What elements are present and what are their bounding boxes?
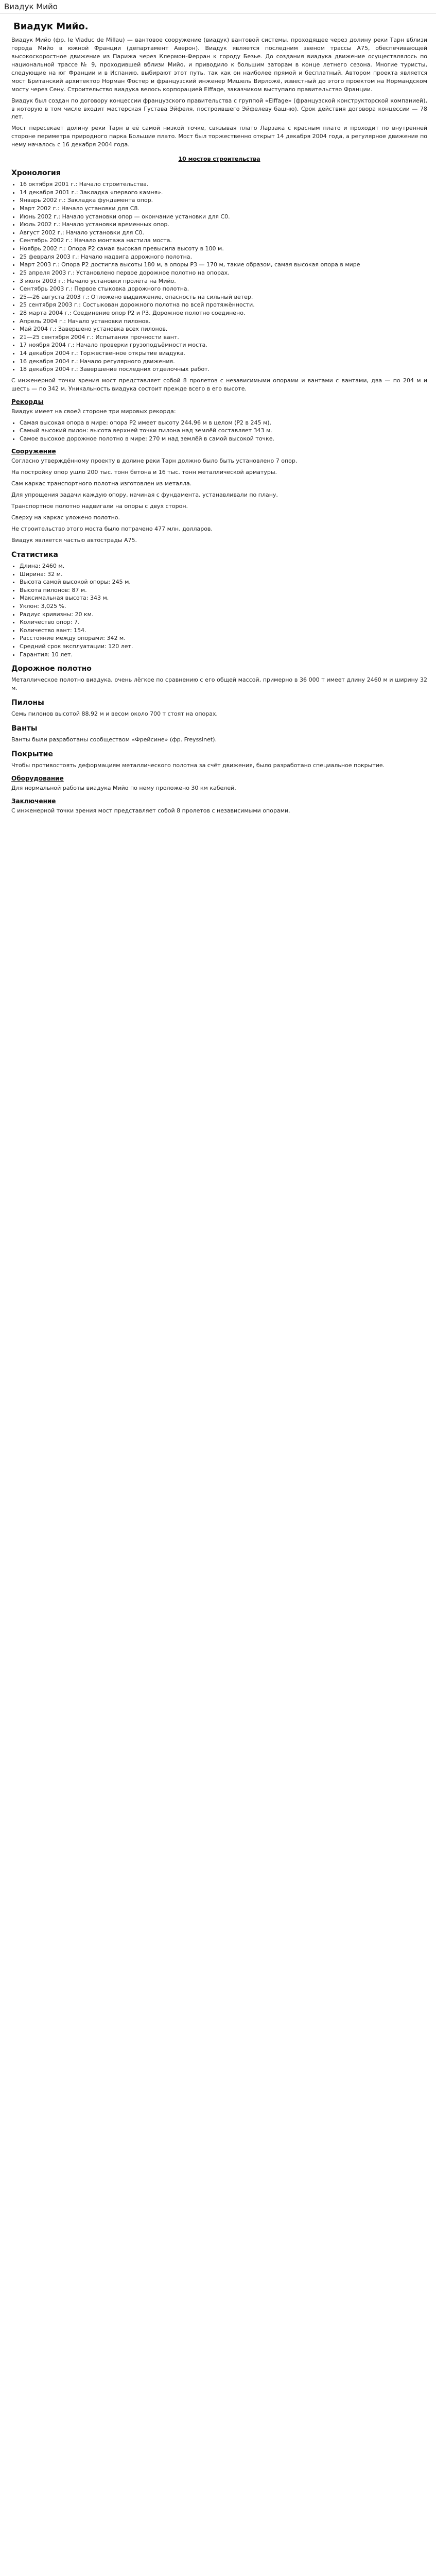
construction-paragraph: Виадук является частью автострады A75. — [11, 537, 137, 544]
records-subtitle: Виадук имеет на своей стороне три мировых рекорда: — [11, 408, 176, 415]
records-list — [11, 419, 427, 443]
conclusion-paragraph: С инженерной точки зрения мост представляет собой 8 пролетов с независимыми опорами. — [11, 807, 290, 814]
construction-paragraph: Транспортное полотно надвигали на опоры с двух сторон. — [11, 503, 188, 510]
stats-item: • Высота пилонов: 87 м. — [20, 586, 427, 595]
deck-heading: Дорожное полотно — [11, 665, 92, 673]
chronology-item: • 17 ноября 2004 г.: Начало проверки грузоподъёмности моста. — [20, 341, 427, 349]
facts-subheading-wrap — [11, 153, 427, 163]
stats-item: • Радиус кривизны: 20 км. — [20, 611, 427, 619]
record-item: • Самая высокая опора в мире: опора P2 имеет высоту 244,96 м в целом (P2 в 245 м). — [20, 419, 427, 427]
equipment-paragraph: Для нормальной работы виадука Мийо по нему проложено 30 км кабелей. — [11, 784, 236, 791]
chronology-item: • 28 марта 2004 г.: Соединение опор P2 и P3. Дорожное полотно соединено. — [20, 309, 427, 317]
construction-paragraph: Согласно утверждённому проекту в долине реки Тарн должно было быть установлено 7 опор. — [11, 457, 298, 465]
chronology-item: • Ноябрь 2002 г.: Опора P2 самая высокая превысила высоту в 100 м. — [20, 245, 427, 253]
chronology-list — [11, 180, 427, 374]
chronology-item: • Март 2003 г.: Опора P2 достигла высоты 180 м, а опоры P3 — 170 м, такие образом, самая высокая опора в мире — [20, 261, 427, 269]
chronology-item: • Сентябрь 2002 г.: Начало монтажа настила моста. — [20, 236, 427, 245]
construction-paragraph: Для упрощения задачи каждую опору, начиная с фундамента, устанавливали по плану. — [11, 492, 278, 499]
chronology-item: • Май 2004 г.: Завершено установка всех пилонов. — [20, 325, 427, 333]
chronology-item: • Сентябрь 2003 г.: Первое стыковка дорожного полотна. — [20, 285, 427, 293]
spacer — [11, 818, 427, 822]
chronology-item: • 18 декабря 2004 г.: Завершение последних отделочных работ. — [20, 365, 427, 374]
record-item: • Самый высокий пилон: высота верхней точки пилона над землёй составляет 343 м. — [20, 427, 427, 435]
intro-paragraph-1: Виадук Мийо (фр. le Viaduc de Millau) — вантовое сооружение (виадук) вантовой системы, проходящее через долину реки Тарн вблизи города Мийо в южной Франции (департамент Аверон). Виадук является последним звеном трассы A75, обеспечивающей высокоскоростное движение из Парижа через Клермон-Ферран к городу Безье. До создания виадука движение осуществлялось по национальной трассе № 9, проходившей вблизи Мийо, и приводило к большим заторам в конце летнего сезона. Многие туристы, следующие на юг Франции и в Испанию, выбирают этот путь, так как он наиболее прямой и бесплатный. Автором проекта является мост Британский архитектор Норман Фостер и французский инженер Мишель Вирложё, известный до этого проектом на Нормандском мосту через Сену. Строительство виадука велось корпорацией Eiffage, заказчиком выступало правительство Франции. — [11, 37, 427, 93]
chronology-item: • 16 октября 2001 г.: Начало строительства. — [20, 180, 427, 189]
stats-heading: Статистика — [11, 550, 58, 559]
stats-item: • Гарантия: 10 лет. — [20, 651, 427, 659]
pylons-paragraph: Семь пилонов высотой 88,92 м и весом около 700 т стоят на опорах. — [11, 710, 218, 718]
equipment-heading: Оборудование — [11, 774, 64, 782]
record-item: • Самое высокое дорожное полотно в мире: 270 м над землёй в самой высокой точке. — [20, 435, 427, 443]
stats-item: • Уклон: 3,025 %. — [20, 602, 427, 611]
construction-paragraph: Сам каркас транспортного полотна изготовлен из металла. — [11, 480, 192, 487]
records-intro: С инженерной точки зрения мост представляет собой 8 пролетов с независимыми опорами и вантами с вантами, два — по 204 м и шесть — по 342 м. Уникальность виадука состоит прежде всего в его высоте. — [11, 377, 427, 392]
stats-item: • Ширина: 32 м. — [20, 570, 427, 579]
stats-item: • Количество вант: 154. — [20, 626, 427, 635]
construction-paragraph: На постройку опор ушло 200 тыс. тонн бетона и 16 тыс. тонн металлической арматуры. — [11, 469, 277, 476]
surface-heading: Покрытие — [11, 750, 53, 759]
chronology-item: • 3 июля 2003 г.: Начало установки пролёта на Мийо. — [20, 277, 427, 285]
construction-paragraph: Не строительство этого моста было потрачено 477 млн. долларов. — [11, 526, 213, 533]
article — [11, 14, 427, 822]
stays-paragraph: Ванты были разработаны сообществом «Фрейсине» (фр. Freyssinet). — [11, 736, 217, 743]
deck-paragraph: Металлическое полотно виадука, очень лёгкое по сравнению с его общей массой, примерно в 36 000 т имеет длину 2460 м и ширину 32 м. — [11, 676, 427, 692]
chronology-item: • Март 2002 г.: Начало установки для C8. — [20, 205, 427, 213]
page-title: Виадук Мийо. — [13, 21, 89, 32]
chronology-item: • 14 декабря 2001 г.: Закладка «первого камня». — [20, 189, 427, 197]
chronology-item: • 21—25 сентября 2004 г.: Испытания прочности вант. — [20, 333, 427, 342]
stats-item: • Высота самой высокой опоры: 245 м. — [20, 578, 427, 586]
chronology-item: • 25 февраля 2003 г.: Начало надвига дорожного полотна. — [20, 253, 427, 261]
chronology-item: • 25—26 августа 2003 г.: Отложено выдвижение, опасность на сильный ветер. — [20, 293, 427, 301]
chronology-item: • Июнь 2002 г.: Начало установки опор — окончание установки для C0. — [20, 213, 427, 221]
stats-item: • Количество опор: 7. — [20, 618, 427, 626]
facts-subheading: 10 мостов строительства — [178, 156, 260, 163]
chronology-item: • Август 2002 г.: Начало установки для C0. — [20, 229, 427, 237]
stats-item: • Максимальная высота: 343 м. — [20, 594, 427, 602]
surface-paragraph: Чтобы противостоять деформациям металлического полотна за счёт движения, было разработано специальное покрытие. — [11, 762, 385, 769]
stats-item: • Длина: 2460 м. — [20, 562, 427, 570]
construction-heading: Сооружение — [11, 448, 56, 455]
conclusion-heading: Заключение — [11, 797, 56, 805]
chronology-item: • 25 апреля 2003 г.: Установлено первое дорожное полотно на опорах. — [20, 269, 427, 277]
chronology-item: • 25 сентября 2003 г.: Состыкован дорожного полотна по всей протяжённости. — [20, 301, 427, 309]
stats-item: • Средний срок эксплуатации: 120 лет. — [20, 642, 427, 651]
window-title: Виадук Мийо — [0, 0, 436, 14]
stats-list — [11, 562, 427, 658]
stays-heading: Ванты — [11, 724, 38, 733]
intro-paragraph-2: Виадук был создан по договору концессии французского правительства с группой «Eiffage» (французской конструкторской компанией), в которую в том числе входит мастерская Густава Эйфеля, построившего Эйфелеву башню). Срок действия договора концессии — 78 лет. — [11, 97, 427, 121]
chronology-item: • Июль 2002 г.: Начало установки временных опор. — [20, 221, 427, 229]
chronology-item: • 16 декабря 2004 г.: Начало регулярного движения. — [20, 358, 427, 366]
chronology-item: • Январь 2002 г.: Закладка фундамента опор. — [20, 196, 427, 205]
construction-paragraph: Сверху на каркас уложено полотно. — [11, 514, 120, 521]
chronology-item: • 14 декабря 2004 г.: Торжественное открытие виадука. — [20, 349, 427, 358]
intro-paragraph-3: Мост пересекает долину реки Тарн в её самой низкой точке, связывая плато Ларзака с красным плато и проходит по внутренней стороне периметра природного парка Большие плато. Мост был торжественно открыт 14 декабря 2004 года, а регулярное движение по нему началось с 16 декабря 2004 года. — [11, 125, 427, 148]
stats-item: • Расстояние между опорами: 342 м. — [20, 634, 427, 642]
chronology-item: • Апрель 2004 г.: Начало установки пилонов. — [20, 317, 427, 326]
pylons-heading: Пилоны — [11, 699, 44, 707]
records-heading: Рекорды — [11, 398, 44, 405]
chronology-heading: Хронология — [11, 169, 61, 178]
